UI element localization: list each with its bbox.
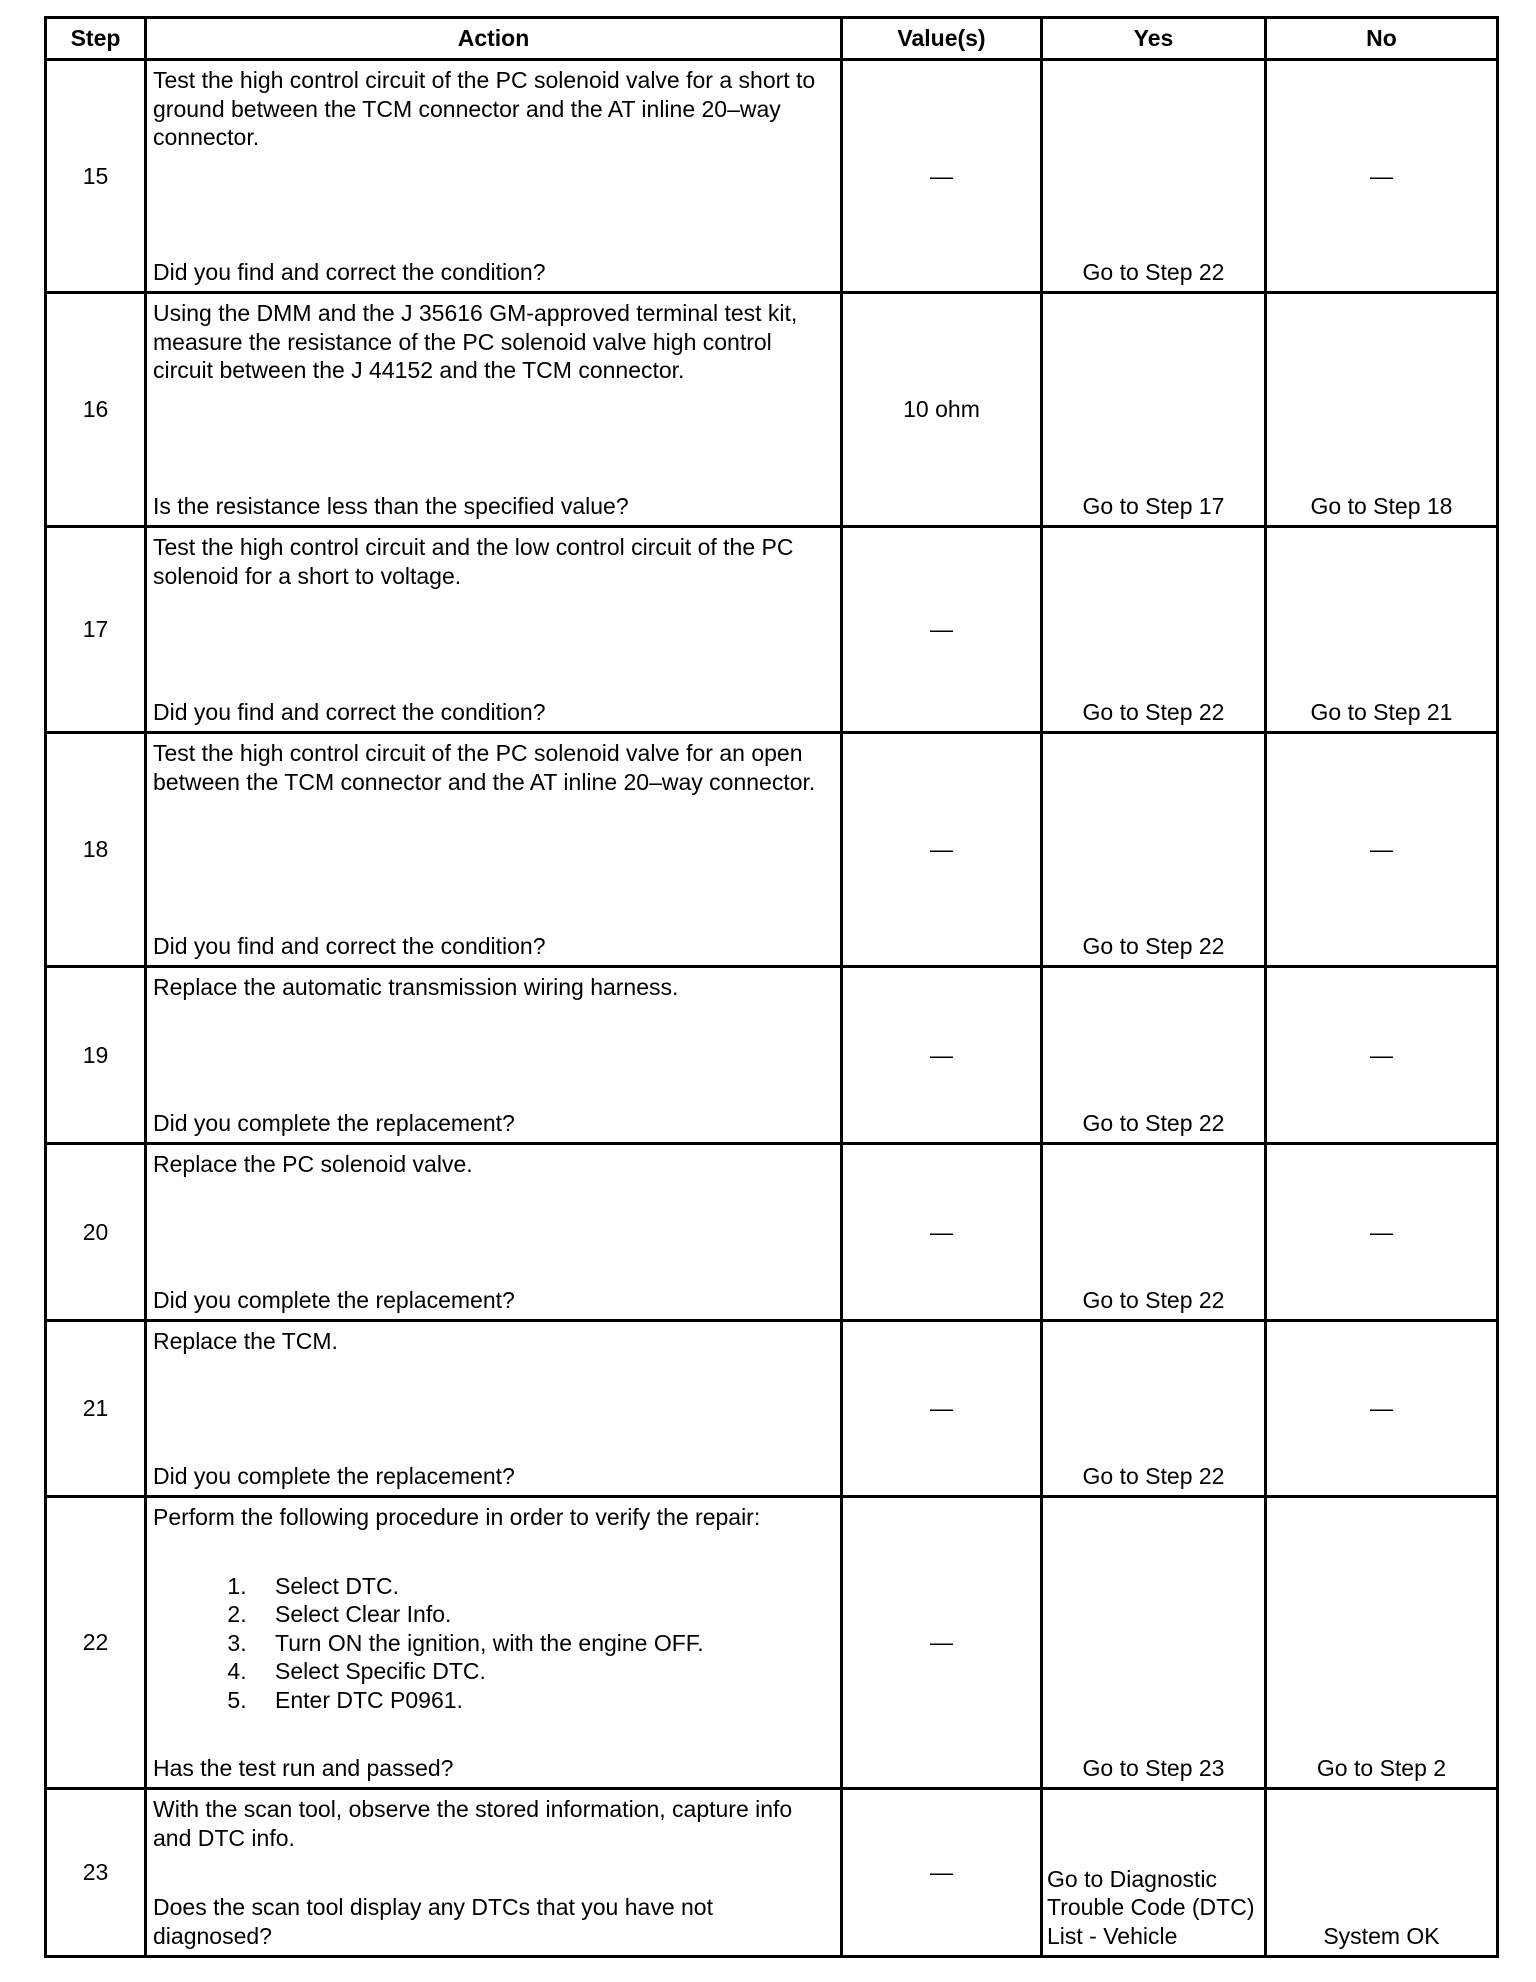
- yes-cell: [1042, 60, 1266, 293]
- header-step: Step: [46, 18, 146, 60]
- header-action: Action: [146, 18, 842, 60]
- action-text: Replace the automatic transmission wiring harness.: [153, 974, 679, 1000]
- header-values: Value(s): [842, 18, 1042, 60]
- no-cell: —: [1266, 1144, 1498, 1321]
- value-cell: —: [842, 1321, 1042, 1497]
- table-row: [46, 293, 1498, 527]
- value-cell: —: [842, 60, 1042, 293]
- no-link[interactable]: Go to Step 21: [1310, 698, 1453, 725]
- action-question: Did you complete the replacement?: [153, 1286, 515, 1313]
- procedure-step: 1. Select DTC.: [253, 1572, 834, 1601]
- table-row: [46, 1144, 1498, 1321]
- no-cell: —: [1266, 967, 1498, 1144]
- value-cell: 10 ohm: [842, 293, 1042, 527]
- table-row: [46, 733, 1498, 967]
- yes-cell: [1042, 967, 1266, 1144]
- header-row: [46, 18, 1498, 60]
- value-cell: —: [842, 527, 1042, 733]
- value-cell: —: [842, 1144, 1042, 1321]
- table-row: [46, 527, 1498, 733]
- action-cell: [146, 1497, 842, 1789]
- header-yes: Yes: [1042, 18, 1266, 60]
- diagnostic-table: [44, 16, 1499, 1958]
- no-link[interactable]: Go to Step 2: [1316, 1754, 1447, 1781]
- action-question: Did you find and correct the condition?: [153, 698, 546, 725]
- value-cell: —: [842, 1497, 1042, 1789]
- action-question: Did you find and correct the condition?: [153, 258, 546, 285]
- yes-cell: [1042, 527, 1266, 733]
- no-link[interactable]: Go to Step 18: [1310, 492, 1453, 519]
- action-text: Using the DMM and the J 35616 GM-approved terminal test kit, measure the resistance of the PC solenoid valve high control circuit between the J 44152 and the TCM connector.: [153, 300, 798, 383]
- yes-cell: [1042, 293, 1266, 527]
- yes-link[interactable]: Go to Step 23: [1082, 1754, 1225, 1781]
- action-text: Test the high control circuit and the low control circuit of the PC solenoid for a short to voltage.: [153, 534, 794, 589]
- yes-cell: [1042, 1321, 1266, 1497]
- step-number: 18: [46, 733, 146, 967]
- yes-cell: [1042, 1789, 1266, 1957]
- step-number: 16: [46, 293, 146, 527]
- action-cell: [146, 1321, 842, 1497]
- step-number: 17: [46, 527, 146, 733]
- yes-link[interactable]: Go to Step 22: [1082, 1286, 1225, 1313]
- action-cell: [146, 527, 842, 733]
- action-text: Test the high control circuit of the PC solenoid valve for a short to ground between the TCM connector and the AT inline 20–way connector.: [153, 67, 816, 150]
- action-question: Has the test run and passed?: [153, 1754, 454, 1781]
- header-no: No: [1266, 18, 1498, 60]
- step-number: 15: [46, 60, 146, 293]
- no-cell: [1266, 293, 1498, 527]
- action-cell: [146, 967, 842, 1144]
- yes-link[interactable]: Go to Step 22: [1082, 1109, 1225, 1136]
- no-cell: —: [1266, 60, 1498, 293]
- yes-link[interactable]: Go to Step 22: [1082, 932, 1225, 959]
- procedure-step: 5. Enter DTC P0961.: [253, 1686, 834, 1715]
- no-cell: [1266, 1497, 1498, 1789]
- yes-link[interactable]: Go to Step 22: [1082, 1462, 1225, 1489]
- step-number: 23: [46, 1789, 146, 1957]
- action-cell: [146, 293, 842, 527]
- table-row: [46, 1497, 1498, 1789]
- table-row: [46, 1789, 1498, 1957]
- value-cell: —: [842, 733, 1042, 967]
- action-question: Did you complete the replacement?: [153, 1462, 515, 1489]
- yes-link[interactable]: Go to Diagnostic Trouble Code (DTC) List - Vehicle: [1047, 1865, 1255, 1949]
- no-link[interactable]: System OK: [1323, 1922, 1440, 1949]
- no-cell: [1266, 1789, 1498, 1957]
- action-question: Did you complete the replacement?: [153, 1109, 515, 1136]
- yes-link[interactable]: Go to Step 17: [1082, 492, 1225, 519]
- action-text: Replace the PC solenoid valve.: [153, 1151, 473, 1177]
- yes-link[interactable]: Go to Step 22: [1082, 698, 1225, 725]
- table-row: [46, 60, 1498, 293]
- action-cell: [146, 60, 842, 293]
- value-cell: —: [842, 967, 1042, 1144]
- value-cell: —: [842, 1789, 1042, 1957]
- yes-cell: [1042, 1497, 1266, 1789]
- action-text: Perform the following procedure in order to verify the repair:: [153, 1504, 761, 1530]
- step-number: 19: [46, 967, 146, 1144]
- no-cell: —: [1266, 1321, 1498, 1497]
- procedure-step: 3. Turn ON the ignition, with the engine OFF.: [253, 1629, 834, 1658]
- table-row: [46, 1321, 1498, 1497]
- action-text: Replace the TCM.: [153, 1328, 338, 1354]
- action-cell: [146, 733, 842, 967]
- yes-cell: [1042, 1144, 1266, 1321]
- action-text: With the scan tool, observe the stored information, capture info and DTC info.: [153, 1796, 793, 1851]
- step-number: 20: [46, 1144, 146, 1321]
- action-text: Test the high control circuit of the PC solenoid valve for an open between the TCM connector and the AT inline 20–way connector.: [153, 740, 816, 795]
- step-number: 22: [46, 1497, 146, 1789]
- action-cell: [146, 1144, 842, 1321]
- action-question: Does the scan tool display any DTCs that you have not diagnosed?: [153, 1894, 713, 1949]
- step-number: 21: [46, 1321, 146, 1497]
- action-question: Did you find and correct the condition?: [153, 932, 546, 959]
- yes-cell: [1042, 733, 1266, 967]
- procedure-list: [153, 1572, 834, 1715]
- yes-link[interactable]: Go to Step 22: [1082, 258, 1225, 285]
- no-cell: —: [1266, 733, 1498, 967]
- action-question: Is the resistance less than the specified value?: [153, 492, 629, 519]
- procedure-step: 2. Select Clear Info.: [253, 1600, 834, 1629]
- table-row: [46, 967, 1498, 1144]
- action-cell: [146, 1789, 842, 1957]
- procedure-step: 4. Select Specific DTC.: [253, 1657, 834, 1686]
- no-cell: [1266, 527, 1498, 733]
